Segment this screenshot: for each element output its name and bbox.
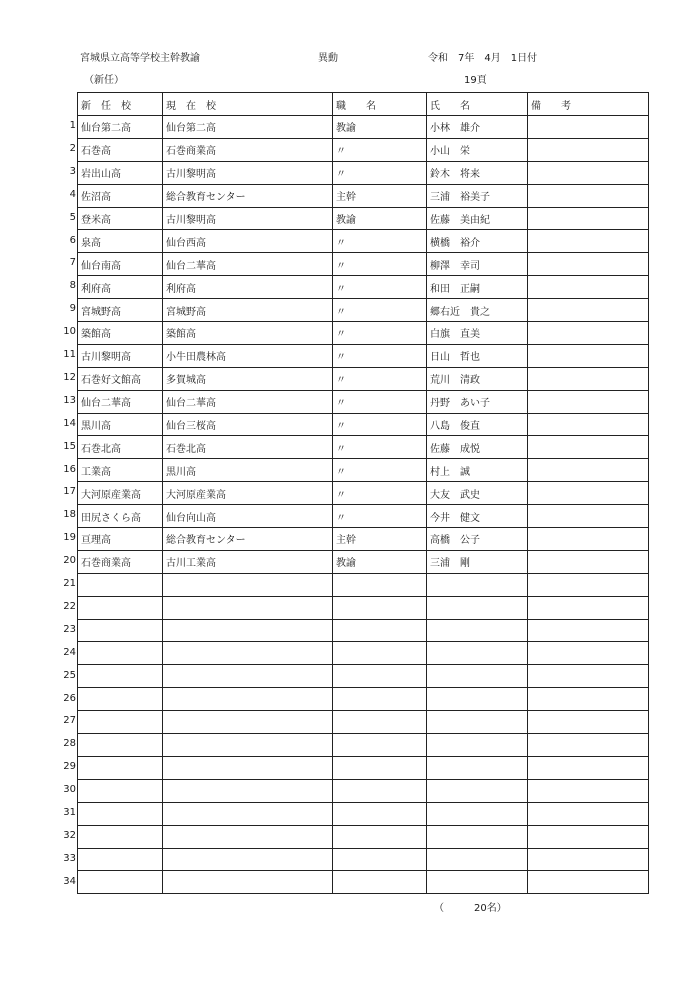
current-school-cell: 仙台第二高 [163,116,333,139]
table-row [78,344,649,367]
position-cell: 〃 [333,436,427,459]
row-number: 17 [63,486,76,498]
name-cell: 日山 哲也 [427,344,528,367]
new-school-cell [78,848,163,871]
remarks-cell [528,825,649,848]
position-cell: 〃 [333,230,427,253]
table-row [78,367,649,390]
position-cell: 〃 [333,276,427,299]
position-cell: 教諭 [333,207,427,230]
column-header-name: 氏 名 [427,93,528,116]
position-cell [333,596,427,619]
current-school-cell [163,779,333,802]
current-school-cell [163,619,333,642]
remarks-cell [528,802,649,825]
remarks-cell [528,138,649,161]
current-school-cell: 古川黎明高 [163,161,333,184]
name-cell: 三浦 剛 [427,550,528,573]
position-cell: 教諭 [333,116,427,139]
table-row [78,184,649,207]
name-cell [427,802,528,825]
name-cell: 郷右近 貴之 [427,299,528,322]
table-row [78,482,649,505]
name-cell: 柳澤 幸司 [427,253,528,276]
table-row [78,550,649,573]
table-body [78,116,649,894]
new-school-cell [78,596,163,619]
name-cell: 和田 正嗣 [427,276,528,299]
remarks-cell [528,482,649,505]
table-row [78,734,649,757]
name-cell: 大友 武史 [427,482,528,505]
current-school-cell [163,871,333,894]
current-school-cell: 仙台二華高 [163,253,333,276]
row-number: 20 [63,555,76,567]
document-subtitle: （新任） [84,75,124,86]
name-cell: 三浦 裕美子 [427,184,528,207]
new-school-cell: 築館高 [78,322,163,345]
remarks-cell [528,711,649,734]
position-cell: 〃 [333,505,427,528]
position-cell: 〃 [333,299,427,322]
new-school-cell: 石巻北高 [78,436,163,459]
current-school-cell [163,665,333,688]
remarks-cell [528,779,649,802]
name-cell: 荒川 清政 [427,367,528,390]
new-school-cell [78,688,163,711]
table-row [78,802,649,825]
name-cell [427,734,528,757]
current-school-cell: 利府高 [163,276,333,299]
row-number: 2 [69,142,76,154]
remarks-cell [528,734,649,757]
position-cell: 〃 [333,367,427,390]
current-school-cell: 石巻北高 [163,436,333,459]
row-number: 26 [63,692,76,704]
column-header-current-school: 現 在 校 [163,93,333,116]
row-number: 22 [63,600,76,612]
new-school-cell: 泉高 [78,230,163,253]
remarks-cell [528,550,649,573]
name-cell [427,642,528,665]
name-cell: 丹野 あい子 [427,390,528,413]
effective-date: 令和 7年 4月 1日付 [428,53,538,64]
new-school-cell: 工業高 [78,459,163,482]
current-school-cell: 仙台向山高 [163,505,333,528]
row-number: 6 [69,234,76,246]
remarks-cell [528,528,649,551]
row-number: 15 [63,440,76,452]
name-cell [427,688,528,711]
name-cell: 八島 俊直 [427,413,528,436]
new-school-cell: 石巻高 [78,138,163,161]
position-cell [333,573,427,596]
new-school-cell: 宮城野高 [78,299,163,322]
remarks-cell [528,390,649,413]
row-number: 25 [63,669,76,681]
row-number: 21 [63,578,76,589]
row-number: 1 [69,120,76,131]
current-school-cell [163,688,333,711]
table-row [78,413,649,436]
table-row [78,688,649,711]
name-cell [427,779,528,802]
position-cell: 〃 [333,390,427,413]
new-school-cell [78,871,163,894]
position-cell [333,711,427,734]
current-school-cell: 総合教育センター [163,184,333,207]
table-row [78,116,649,139]
remarks-cell [528,299,649,322]
position-cell [333,871,427,894]
current-school-cell: 多賀城高 [163,367,333,390]
new-school-cell: 岩出山高 [78,161,163,184]
position-cell [333,779,427,802]
row-number: 18 [63,509,76,521]
position-cell: 教諭 [333,550,427,573]
table-row [78,619,649,642]
remarks-cell [528,207,649,230]
row-number: 31 [63,807,76,818]
table-row [78,207,649,230]
row-number: 24 [63,646,76,658]
name-cell [427,665,528,688]
remarks-cell [528,619,649,642]
current-school-cell: 仙台二華高 [163,390,333,413]
remarks-cell [528,756,649,779]
position-cell: 〃 [333,253,427,276]
new-school-cell: 佐沼高 [78,184,163,207]
remarks-cell [528,184,649,207]
new-school-cell: 石巻好文館高 [78,367,163,390]
remarks-cell [528,413,649,436]
row-number: 16 [63,463,76,475]
position-cell [333,802,427,825]
table-row [78,230,649,253]
table-header-row [78,93,649,116]
current-school-cell: 築館高 [163,322,333,345]
new-school-cell: 亘理高 [78,528,163,551]
current-school-cell [163,802,333,825]
table-row [78,390,649,413]
new-school-cell: 仙台南高 [78,253,163,276]
remarks-cell [528,665,649,688]
table-row [78,642,649,665]
name-cell [427,871,528,894]
current-school-cell: 古川黎明高 [163,207,333,230]
table-row [78,848,649,871]
name-cell: 佐藤 美由紀 [427,207,528,230]
new-school-cell: 利府高 [78,276,163,299]
position-cell: 主幹 [333,184,427,207]
table-row [78,505,649,528]
row-number: 28 [63,738,76,750]
new-school-cell [78,619,163,642]
table-row [78,573,649,596]
current-school-cell [163,825,333,848]
current-school-cell [163,596,333,619]
table-row [78,276,649,299]
name-cell: 鈴木 将来 [427,161,528,184]
remarks-cell [528,344,649,367]
position-cell: 〃 [333,482,427,505]
table-row [78,299,649,322]
position-cell: 〃 [333,138,427,161]
position-cell [333,688,427,711]
table-row [78,665,649,688]
position-cell: 〃 [333,344,427,367]
name-cell: 高橋 公子 [427,528,528,551]
current-school-cell [163,573,333,596]
column-header-position: 職 名 [333,93,427,116]
current-school-cell: 仙台西高 [163,230,333,253]
position-cell: 〃 [333,322,427,345]
new-school-cell [78,825,163,848]
row-number: 4 [69,188,76,200]
new-school-cell [78,573,163,596]
name-cell: 小山 栄 [427,138,528,161]
position-cell: 〃 [333,161,427,184]
table-row [78,322,649,345]
remarks-cell [528,276,649,299]
remarks-cell [528,230,649,253]
document-type: 異動 [318,53,338,64]
current-school-cell: 宮城野高 [163,299,333,322]
new-school-cell: 古川黎明高 [78,344,163,367]
remarks-cell [528,367,649,390]
name-cell [427,825,528,848]
document-title: 宮城県立高等学校主幹教諭 [80,53,200,64]
current-school-cell: 古川工業高 [163,550,333,573]
remarks-cell [528,161,649,184]
row-number: 9 [69,303,76,315]
position-cell: 〃 [333,413,427,436]
current-school-cell [163,848,333,871]
position-cell [333,665,427,688]
new-school-cell: 黒川高 [78,413,163,436]
row-number: 7 [69,257,76,269]
row-number: 3 [69,165,76,177]
transfer-table [77,92,649,894]
remarks-cell [528,596,649,619]
current-school-cell [163,642,333,665]
name-cell: 白旗 直美 [427,322,528,345]
row-number: 30 [63,784,76,796]
new-school-cell: 大河原産業高 [78,482,163,505]
table-row [78,161,649,184]
position-cell: 〃 [333,459,427,482]
row-number: 14 [63,417,76,429]
row-number: 10 [63,326,76,338]
new-school-cell [78,756,163,779]
row-number: 34 [63,875,76,887]
position-cell [333,848,427,871]
table-row [78,436,649,459]
row-number: 29 [63,761,76,773]
remarks-cell [528,253,649,276]
row-number: 5 [69,211,76,223]
new-school-cell [78,802,163,825]
name-cell [427,573,528,596]
name-cell [427,619,528,642]
new-school-cell: 仙台二華高 [78,390,163,413]
remarks-cell [528,871,649,894]
new-school-cell [78,734,163,757]
name-cell: 横橋 裕介 [427,230,528,253]
new-school-cell: 登米高 [78,207,163,230]
new-school-cell [78,665,163,688]
name-cell [427,596,528,619]
table-row [78,825,649,848]
table-row [78,528,649,551]
name-cell [427,848,528,871]
name-cell: 佐藤 成悦 [427,436,528,459]
current-school-cell: 大河原産業高 [163,482,333,505]
new-school-cell: 仙台第二高 [78,116,163,139]
new-school-cell [78,779,163,802]
remarks-cell [528,459,649,482]
position-cell [333,756,427,779]
current-school-cell: 仙台三桜高 [163,413,333,436]
remarks-cell [528,642,649,665]
current-school-cell [163,756,333,779]
column-header-remarks: 備 考 [528,93,649,116]
name-cell [427,711,528,734]
table-row [78,459,649,482]
new-school-cell [78,642,163,665]
current-school-cell: 総合教育センター [163,528,333,551]
position-cell [333,825,427,848]
new-school-cell: 石巻商業高 [78,550,163,573]
row-number: 23 [63,623,76,635]
row-number: 12 [63,371,76,383]
remarks-cell [528,688,649,711]
table-row [78,711,649,734]
row-number: 27 [63,715,76,727]
current-school-cell: 石巻商業高 [163,138,333,161]
position-cell [333,642,427,665]
table-row [78,779,649,802]
position-cell [333,619,427,642]
table-row [78,138,649,161]
position-cell: 主幹 [333,528,427,551]
column-header-new-school: 新 任 校 [78,93,163,116]
name-cell [427,756,528,779]
row-number: 32 [63,829,76,841]
row-number: 33 [63,852,76,864]
name-cell: 村上 誠 [427,459,528,482]
current-school-cell: 小牛田農林高 [163,344,333,367]
row-number: 19 [63,532,76,544]
new-school-cell: 田尻さくら高 [78,505,163,528]
name-cell: 今井 健文 [427,505,528,528]
page-number: 19頁 [464,75,487,86]
remarks-cell [528,848,649,871]
position-cell [333,734,427,757]
row-number: 11 [63,349,76,360]
row-number: 13 [63,394,76,406]
remarks-cell [528,573,649,596]
new-school-cell [78,711,163,734]
current-school-cell [163,711,333,734]
remarks-cell [528,322,649,345]
remarks-cell [528,505,649,528]
row-number: 8 [69,280,76,292]
total-count: （ 20名） [434,903,507,914]
current-school-cell: 黒川高 [163,459,333,482]
table-row [78,596,649,619]
table-row [78,253,649,276]
table-row [78,756,649,779]
name-cell: 小林 雄介 [427,116,528,139]
current-school-cell [163,734,333,757]
remarks-cell [528,436,649,459]
remarks-cell [528,116,649,139]
table-row [78,871,649,894]
